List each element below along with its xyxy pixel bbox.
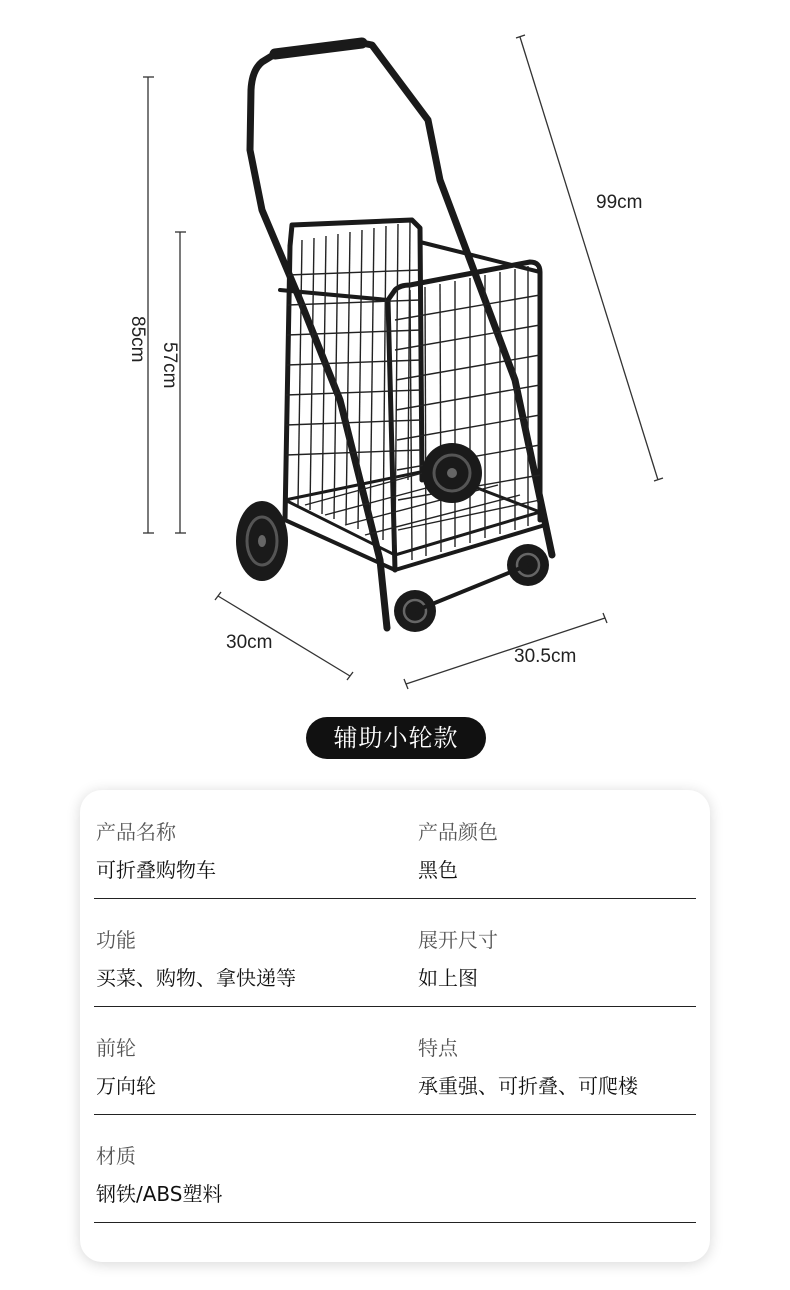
spec-value: 如上图 — [418, 966, 478, 990]
diagonal-label: 99cm — [596, 192, 643, 213]
spec-row — [94, 1114, 696, 1223]
spec-row — [94, 790, 696, 899]
spec-label: 产品颜色 — [418, 820, 498, 844]
spec-row — [94, 1006, 696, 1115]
depth-label: 30cm — [226, 632, 273, 653]
height-basket-label: 57cm — [159, 342, 180, 389]
spec-label: 展开尺寸 — [418, 928, 498, 952]
spec-value: 买菜、购物、拿快递等 — [96, 966, 296, 990]
model-badge: 辅助小轮款 — [306, 717, 486, 759]
spec-card — [80, 790, 710, 1262]
spec-value: 钢铁/ABS塑料 — [96, 1182, 223, 1206]
spec-label: 材质 — [96, 1144, 136, 1168]
spec-value: 承重强、可折叠、可爬楼 — [418, 1074, 638, 1098]
spec-row — [94, 898, 696, 1007]
height-total-label: 85cm — [127, 316, 148, 363]
spec-label: 产品名称 — [96, 820, 176, 844]
spec-label: 特点 — [418, 1036, 458, 1060]
spec-value: 万向轮 — [96, 1074, 156, 1098]
dimension-lines — [143, 35, 663, 689]
spec-label: 前轮 — [96, 1036, 136, 1060]
spec-value: 黑色 — [418, 858, 458, 882]
spec-label: 功能 — [96, 928, 136, 952]
spec-value: 可折叠购物车 — [96, 858, 216, 882]
width-label: 30.5cm — [514, 646, 577, 667]
